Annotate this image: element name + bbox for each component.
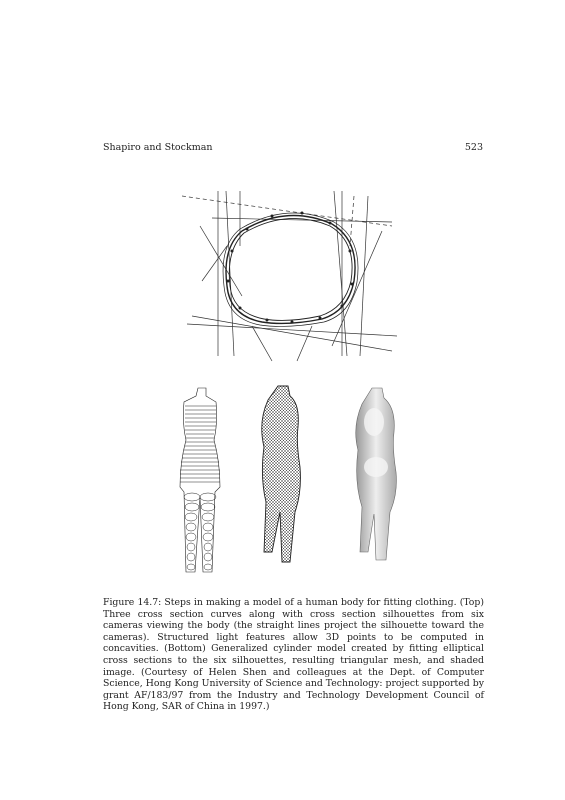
caption-text: Steps in making a model of a human body for fitting clothing. (Top) Three cross section curves along with cross section silhouettes from six cameras viewing the body (the straight lines project the silhouette toward the cameras). Structured light features allow 3D points to be computed in concavities. (Bottom) Generalized cylinder model created by fitting elliptical cross sections to the six silhouettes, resulting triangular mesh, and shaded image. (Courtesy of Helen Shen and colleagues at the Dept. of Computer Science, Hong Kong University of Science and Technology: project supported by grant AF/183/97 from the Industry and Technology Development Council of Hong Kong, SAR of China in 1997.)	[103, 597, 484, 713]
cross-section-figure	[182, 186, 402, 368]
page-number: 523	[464, 142, 483, 153]
figure-label: Figure 14.7:	[103, 597, 162, 608]
cross-section-curves	[223, 213, 358, 326]
running-header	[103, 142, 483, 156]
header-authors: Shapiro and Stockman	[103, 142, 213, 153]
silhouette-lines	[182, 191, 397, 361]
figure-caption	[103, 597, 484, 713]
body-models-figure	[150, 382, 420, 582]
triangular-mesh-model	[262, 386, 301, 562]
generalized-cylinder-model	[180, 388, 220, 572]
shaded-image-model	[356, 388, 397, 560]
